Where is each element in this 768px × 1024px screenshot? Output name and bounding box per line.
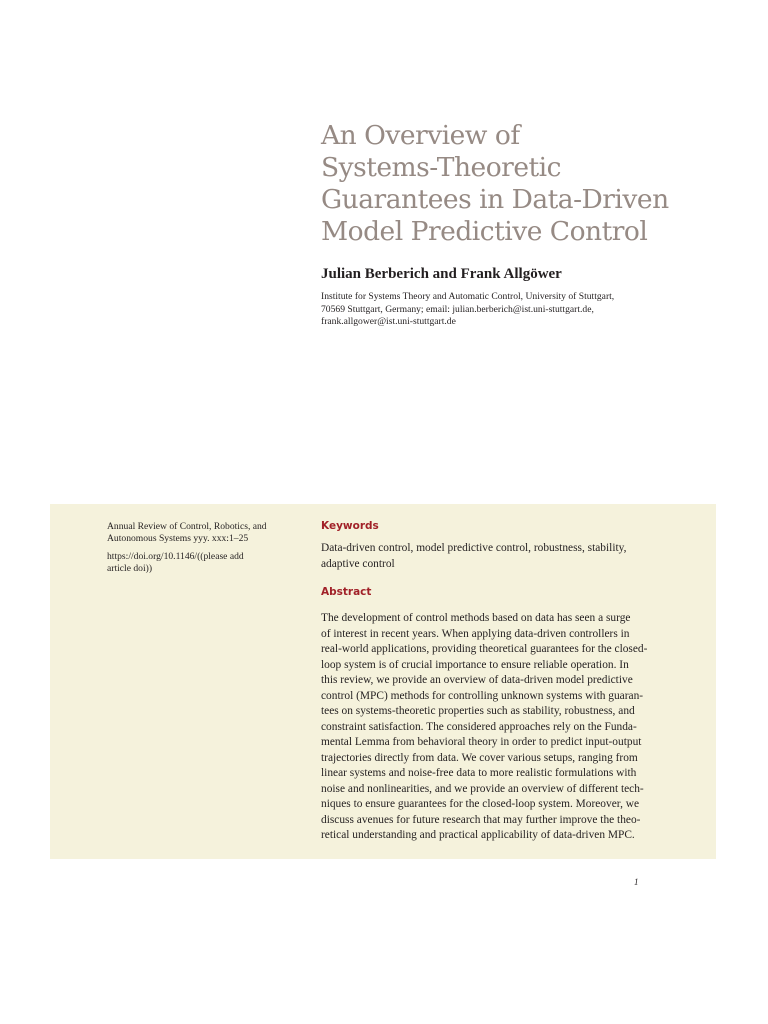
title-line: An Overview of — [321, 120, 520, 151]
keywords-line: Data-driven control, model predictive control, robustness, stability, — [321, 542, 627, 554]
doi-link-line[interactable]: article doi)) — [107, 563, 153, 574]
abstract-line: real-world applications, providing theoretical guarantees for the closed- — [321, 643, 648, 655]
abstract-line: mental Lemma from behavioral theory in order to predict input-output — [321, 736, 642, 748]
abstract-line: tees on systems-theoretic properties such as stability, robustness, and — [321, 705, 635, 717]
abstract-line: noise and nonlinearities, and we provide an overview of different tech- — [321, 782, 644, 795]
title-line: Systems-Theoretic — [321, 152, 561, 183]
abstract-heading: Abstract — [321, 586, 372, 598]
affiliation-line: frank.allgower@ist.uni-stuttgart.de — [321, 316, 456, 327]
paper-authors: Julian Berberich and Frank Allgöwer — [321, 266, 562, 282]
abstract-line: this review, we provide an overview of data-driven model predictive — [321, 674, 633, 686]
abstract-line: retical understanding and practical applicability of data-driven MPC. — [321, 829, 635, 841]
abstract-line: linear systems and noise-free data to more realistic formulations with — [321, 767, 637, 779]
author-affiliation — [321, 291, 681, 329]
doi-link-line[interactable]: https://doi.org/10.1146/((please add — [107, 551, 244, 562]
abstract-text — [321, 611, 681, 844]
abstract-line: constraint satisfaction. The considered approaches rely on the Funda- — [321, 720, 637, 733]
abstract-line: of interest in recent years. When applying data-driven controllers in — [321, 627, 630, 640]
affiliation-line: Institute for Systems Theory and Automatic Control, University of Stuttgart, — [321, 291, 615, 302]
abstract-line: control (MPC) methods for controlling unknown systems with guaran- — [321, 689, 644, 702]
title-line: Model Predictive Control — [321, 216, 648, 247]
abstract-line: discuss avenues for future research that may further improve the theo- — [321, 813, 641, 826]
keywords-heading: Keywords — [321, 520, 379, 532]
journal-citation-line: Annual Review of Control, Robotics, and — [107, 521, 267, 532]
journal-sidebar — [107, 521, 307, 575]
paper-title — [321, 120, 741, 248]
abstract-line: trajectories directly from data. We cover various setups, ranging from — [321, 751, 638, 764]
abstract-line: loop system is of crucial importance to ensure reliable operation. In — [321, 658, 629, 671]
abstract-line: The development of control methods based on data has seen a surge — [321, 612, 631, 624]
journal-citation-line: Autonomous Systems yyy. xxx:1–25 — [107, 533, 249, 544]
affiliation-line: 70569 Stuttgart, Germany; email: julian.berberich@ist.uni-stuttgart.de, — [321, 303, 594, 315]
abstract-line: niques to ensure guarantees for the closed-loop system. Moreover, we — [321, 798, 640, 810]
keywords-text — [321, 541, 681, 572]
title-line: Guarantees in Data-Driven — [321, 184, 669, 215]
page-number: 1 — [634, 877, 639, 887]
keywords-line: adaptive control — [321, 557, 395, 570]
